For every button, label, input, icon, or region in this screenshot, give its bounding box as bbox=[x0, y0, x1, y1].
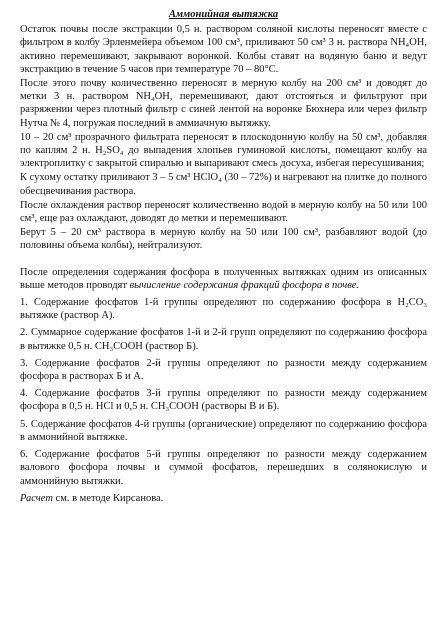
list-item-4: 4. Содержание фосфатов 3-й группы определяют по разности между содержанием фосфора в 0,5 н. HCl и 0,5 н. CH₃COOH (растворы В и Б). bbox=[20, 388, 427, 413]
list-item-2: 2. Суммарное содержание фосфатов 1-й и 2-й групп определяют по содержанию фосфора в вытяжке 0,5 н. CH₃COOH (раствор Б). bbox=[20, 327, 427, 352]
list-item-5: 5. Содержание фосфатов 4-й группы (органические) определяют по содержанию фосфора в аммонийной вытяжке. bbox=[20, 418, 427, 443]
footer-text: см. в методе Кирсанова. bbox=[52, 492, 164, 504]
paragraph-3: 10 – 20 см³ прозрачного фильтрата переносят в плоскодонную колбу на 50 см³, добавляя по каплям 2 н. H₂SO₄ до выпадения хлопьев гуминовой кислоты, помещают колбу на электроплитку с закрытой спиралью и выпаривают смесь досуха, избегая пересушивания; bbox=[20, 131, 427, 170]
footer-note bbox=[20, 492, 427, 505]
paragraph-1: Остаток почвы после экстракции 0,5 н. раствором соляной кислоты переносят вместе с фильтром в колбу Эрленмейера объемом 100 см³, приливают 50 см³ 3 н. раствора NH₄OH, активно перемешивают, закрывают воронкой. Колбы ставят на водяную баню и ведут экстракцию в течение 5 часов при температуре 70 – 80°С. bbox=[20, 24, 427, 75]
spacer bbox=[20, 254, 427, 266]
section-title: Аммонийная вытяжка bbox=[168, 9, 279, 20]
document-page bbox=[20, 8, 427, 509]
list-item-1: 1. Содержание фосфатов 1-й группы определяют по содержанию фосфора в H₂CO₃ вытяжке (раствор А). bbox=[20, 297, 427, 322]
list-item-6: 6. Содержание фосфатов 5-й группы определяют по разности между содержанием валового фосфора почвы и суммой фосфатов, перешедших в солянокислую и аммонийную вытяжки. bbox=[20, 449, 427, 487]
paragraph-2: После этого почву количественно переносят в мерную колбу на 200 см³ и доводят до метки 3 н. раствором NH₄OH, перемешивают, дают отстояться и фильтруют при разряжении через плотный фильтр с синей лентой на воронке Бюхнера или через фильтр Нутча № 4, погружая последний в аммиачную вытяжку. bbox=[20, 78, 427, 129]
footer-emphasis: Расчет bbox=[20, 492, 53, 504]
intro-emphasis: вычисление содержания фракций фосфора в почве. bbox=[129, 279, 360, 291]
intro-paragraph bbox=[20, 266, 427, 292]
calculation-section bbox=[20, 266, 427, 505]
paragraph-5: После охлаждения раствор переносят количественно водой в мерную колбу на 50 или 100 см³, еще раз охлаждают, доводят до метки и перемешивают. bbox=[20, 199, 427, 225]
intro-text: После определения содержания фосфора в полученных вытяжках одним из описанных выше методов проводят bbox=[20, 266, 427, 291]
paragraph-6: Берут 5 – 20 см³ раствора в мерную колбу на 50 или 100 см³, разбавляют водой (до половины объема колбы), нейтрализуют. bbox=[20, 227, 427, 252]
list-item-3: 3. Содержание фосфатов 2-й группы определяют по разности между содержанием фосфора в растворах Б и А. bbox=[20, 357, 427, 383]
extraction-procedure bbox=[20, 23, 427, 252]
paragraph-4: К сухому остатку приливают 3 – 5 см³ HClO₄ (30 – 72%) и нагревают на плитке до полного обесцвечивания раствора. bbox=[20, 172, 427, 197]
